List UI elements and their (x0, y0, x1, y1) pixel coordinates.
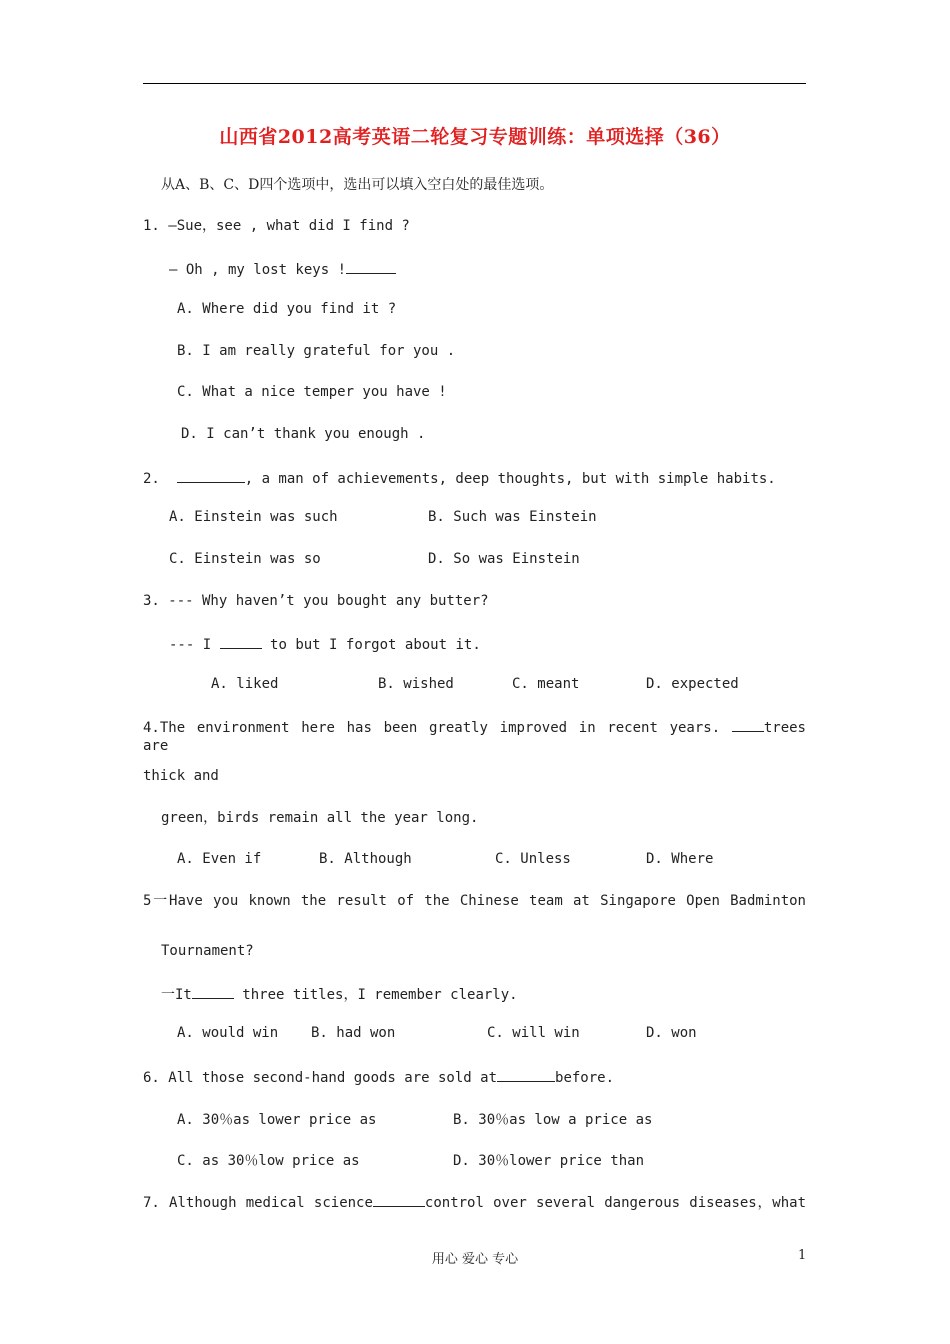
question-4-stem-line-1 (143, 717, 806, 755)
instruction-text: 从A、B、C、D四个选项中，选出可以填入空白处的最佳选项。 (161, 177, 554, 193)
question-7-stem-end: control over several dangerous diseases，what (424, 1195, 806, 1211)
question-1-reply (169, 259, 396, 279)
answer-blank (177, 468, 245, 483)
question-4-option-a: A. Even if (177, 851, 262, 867)
question-3-option-c: C. meant (512, 676, 580, 692)
question-6-option-a: A. 30％as lower price as (177, 1112, 377, 1128)
question-5-option-d: D. won (646, 1025, 697, 1041)
question-3-reply-end: to but I forgot about it. (270, 637, 481, 653)
question-5-reply-start: 一It (161, 987, 192, 1003)
question-4-stem-text: 4.The environment here has been greatly improved in recent years. (143, 720, 721, 736)
question-4-stem-line-3: green，birds remain all the year long. (161, 810, 479, 826)
page-number: 1 (798, 1248, 807, 1263)
answer-blank (192, 984, 234, 999)
page-title: 山西省2012高考英语二轮复习专题训练：单项选择（36） (219, 126, 731, 148)
question-5-option-b: B. had won (311, 1025, 396, 1041)
question-5-stem-line-2: Tournament? (161, 943, 254, 959)
question-1-option-b: B. I am really grateful for you . (177, 343, 456, 359)
question-6-stem-start: 6. All those second-hand goods are sold at (143, 1070, 498, 1086)
question-5-reply-end: three titles，I remember clearly. (242, 987, 518, 1003)
question-2-number: 2. (143, 471, 160, 487)
question-5-option-a: A. would win (177, 1025, 279, 1041)
question-7-stem-line-1 (143, 1192, 806, 1212)
question-5-option-c: C. will win (487, 1025, 580, 1041)
question-2-option-b: B. Such was Einstein (428, 509, 597, 525)
question-3-reply (169, 634, 481, 654)
answer-blank (346, 259, 396, 274)
question-1-stem: 1. —Sue，see , what did I find ? (143, 218, 410, 234)
question-2-stem-text: , a man of achievements, deep thoughts, but with simple habits. (244, 471, 776, 487)
question-5-stem-line-1: 5一Have you known the result of the Chinese team at Singapore Open Badminton (143, 893, 806, 909)
footer-text: 用心 爱心 专心 (431, 1252, 519, 1267)
question-4-option-b: B. Although (319, 851, 412, 867)
question-1-reply-text: — Oh , my lost keys ! (169, 262, 347, 278)
question-6-option-d: D. 30％lower price than (453, 1153, 645, 1169)
question-4-option-d: D. Where (646, 851, 714, 867)
question-2-option-c: C. Einstein was so (169, 551, 321, 567)
question-6-option-b: B. 30％as low a price as (453, 1112, 653, 1128)
question-3-stem: 3. --- Why haven’t you bought any butter? (143, 593, 489, 609)
answer-blank (373, 1192, 425, 1207)
question-1-option-c: C. What a nice temper you have ! (177, 384, 447, 400)
question-7-stem-start: 7. Although medical science (143, 1195, 373, 1211)
question-3-option-d: D. expected (646, 676, 739, 692)
question-3-option-a: A. liked (211, 676, 279, 692)
question-4-option-c: C. Unless (495, 851, 571, 867)
question-5-reply (161, 984, 518, 1004)
question-2-option-a: A. Einstein was such (169, 509, 338, 525)
question-6-option-c: C. as 30％low price as (177, 1153, 360, 1169)
question-1-option-a: A. Where did you find it ? (177, 301, 397, 317)
header-rule (143, 83, 806, 84)
question-2-stem (143, 468, 776, 488)
question-6-stem-end: before. (555, 1070, 615, 1086)
question-6-stem (143, 1067, 614, 1087)
question-3-option-b: B. wished (378, 676, 454, 692)
question-3-reply-start: --- I (169, 637, 212, 653)
question-4-stem-continue: trees are (143, 720, 806, 754)
question-1-option-d: D. I can’t thank you enough . (181, 426, 426, 442)
question-2-option-d: D. So was Einstein (428, 551, 580, 567)
answer-blank (732, 717, 764, 732)
question-4-stem-line-2: thick and (143, 768, 219, 784)
answer-blank (497, 1067, 555, 1082)
answer-blank (220, 634, 262, 649)
